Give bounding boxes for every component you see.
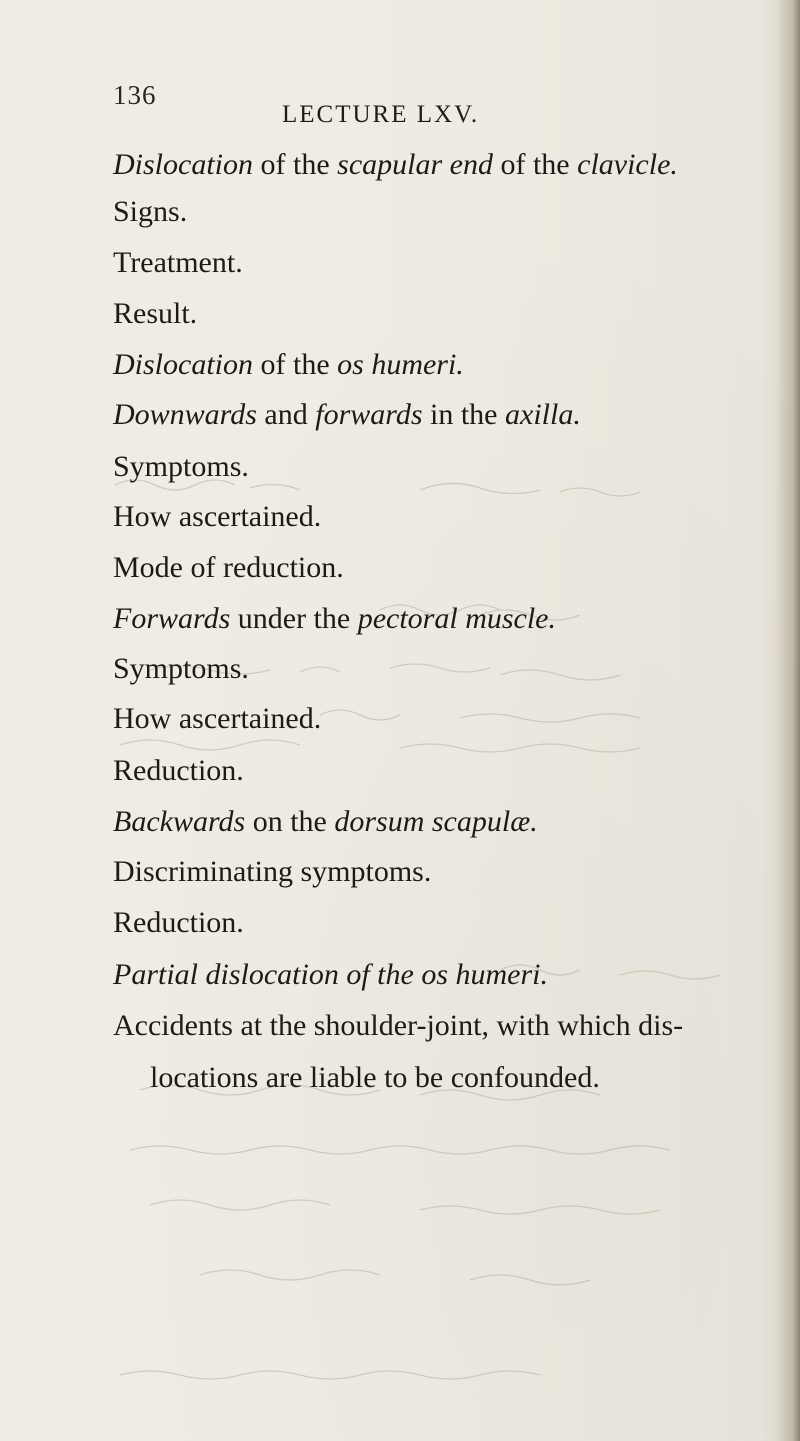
text: Discriminating symptoms. <box>113 855 432 888</box>
text: Reduction. <box>113 754 244 787</box>
page-edge-shadow <box>776 0 800 1441</box>
italic-text: axilla. <box>505 398 581 431</box>
contents-line <box>113 960 548 990</box>
text: on the <box>245 805 335 838</box>
text: of the <box>253 148 338 181</box>
text: Signs. <box>113 195 188 228</box>
contents-line <box>113 400 581 430</box>
text: Symptoms. <box>113 450 249 483</box>
contents-line <box>113 350 464 380</box>
text: How ascertained. <box>113 702 322 735</box>
text: under the <box>230 602 358 635</box>
contents-line <box>113 704 321 734</box>
contents-line <box>113 502 321 532</box>
text: locations are liable to be confounded. <box>150 1061 600 1094</box>
contents-line <box>113 299 197 329</box>
italic-text: Backwards <box>113 805 246 838</box>
contents-line <box>113 604 556 634</box>
contents-line <box>113 654 249 684</box>
text: in the <box>422 398 506 431</box>
contents-line <box>113 452 249 482</box>
contents-line <box>113 197 187 227</box>
italic-text: Dislocation <box>113 148 253 181</box>
contents-line <box>113 857 431 887</box>
text: Mode of reduction. <box>113 551 344 584</box>
text: of the <box>253 348 338 381</box>
text: How ascertained. <box>113 500 322 533</box>
running-head: LECTURE LXV. <box>282 101 480 128</box>
contents-line <box>113 553 344 583</box>
text: Symptoms. <box>113 652 249 685</box>
text: Result. <box>113 297 198 330</box>
contents-line <box>150 1063 600 1093</box>
italic-text: Dislocation <box>113 348 253 381</box>
italic-text: os humeri. <box>337 348 464 381</box>
italic-text: dorsum scapulæ. <box>334 805 538 838</box>
italic-text: Downwards <box>113 398 257 431</box>
text: Treatment. <box>113 246 243 279</box>
text: Reduction. <box>113 906 244 939</box>
text: the <box>532 148 578 181</box>
italic-text: Forwards <box>113 602 231 635</box>
text: and <box>256 398 316 431</box>
contents-line <box>113 248 243 278</box>
contents-line <box>113 1011 683 1041</box>
italic-text: scapular end <box>337 148 493 181</box>
italic-text: Partial dislocation of the os humeri. <box>113 958 548 991</box>
contents-line <box>113 150 678 180</box>
italic-text: forwards <box>315 398 423 431</box>
italic-text: pectoral muscle. <box>357 602 556 635</box>
contents-line <box>113 756 244 786</box>
contents-line <box>113 908 244 938</box>
text: of <box>492 148 533 181</box>
text: Accidents at the shoulder-joint, with which dis- <box>113 1009 684 1042</box>
italic-text: clavicle. <box>577 148 678 181</box>
contents-line <box>113 807 538 837</box>
page-number: 136 <box>113 80 157 110</box>
